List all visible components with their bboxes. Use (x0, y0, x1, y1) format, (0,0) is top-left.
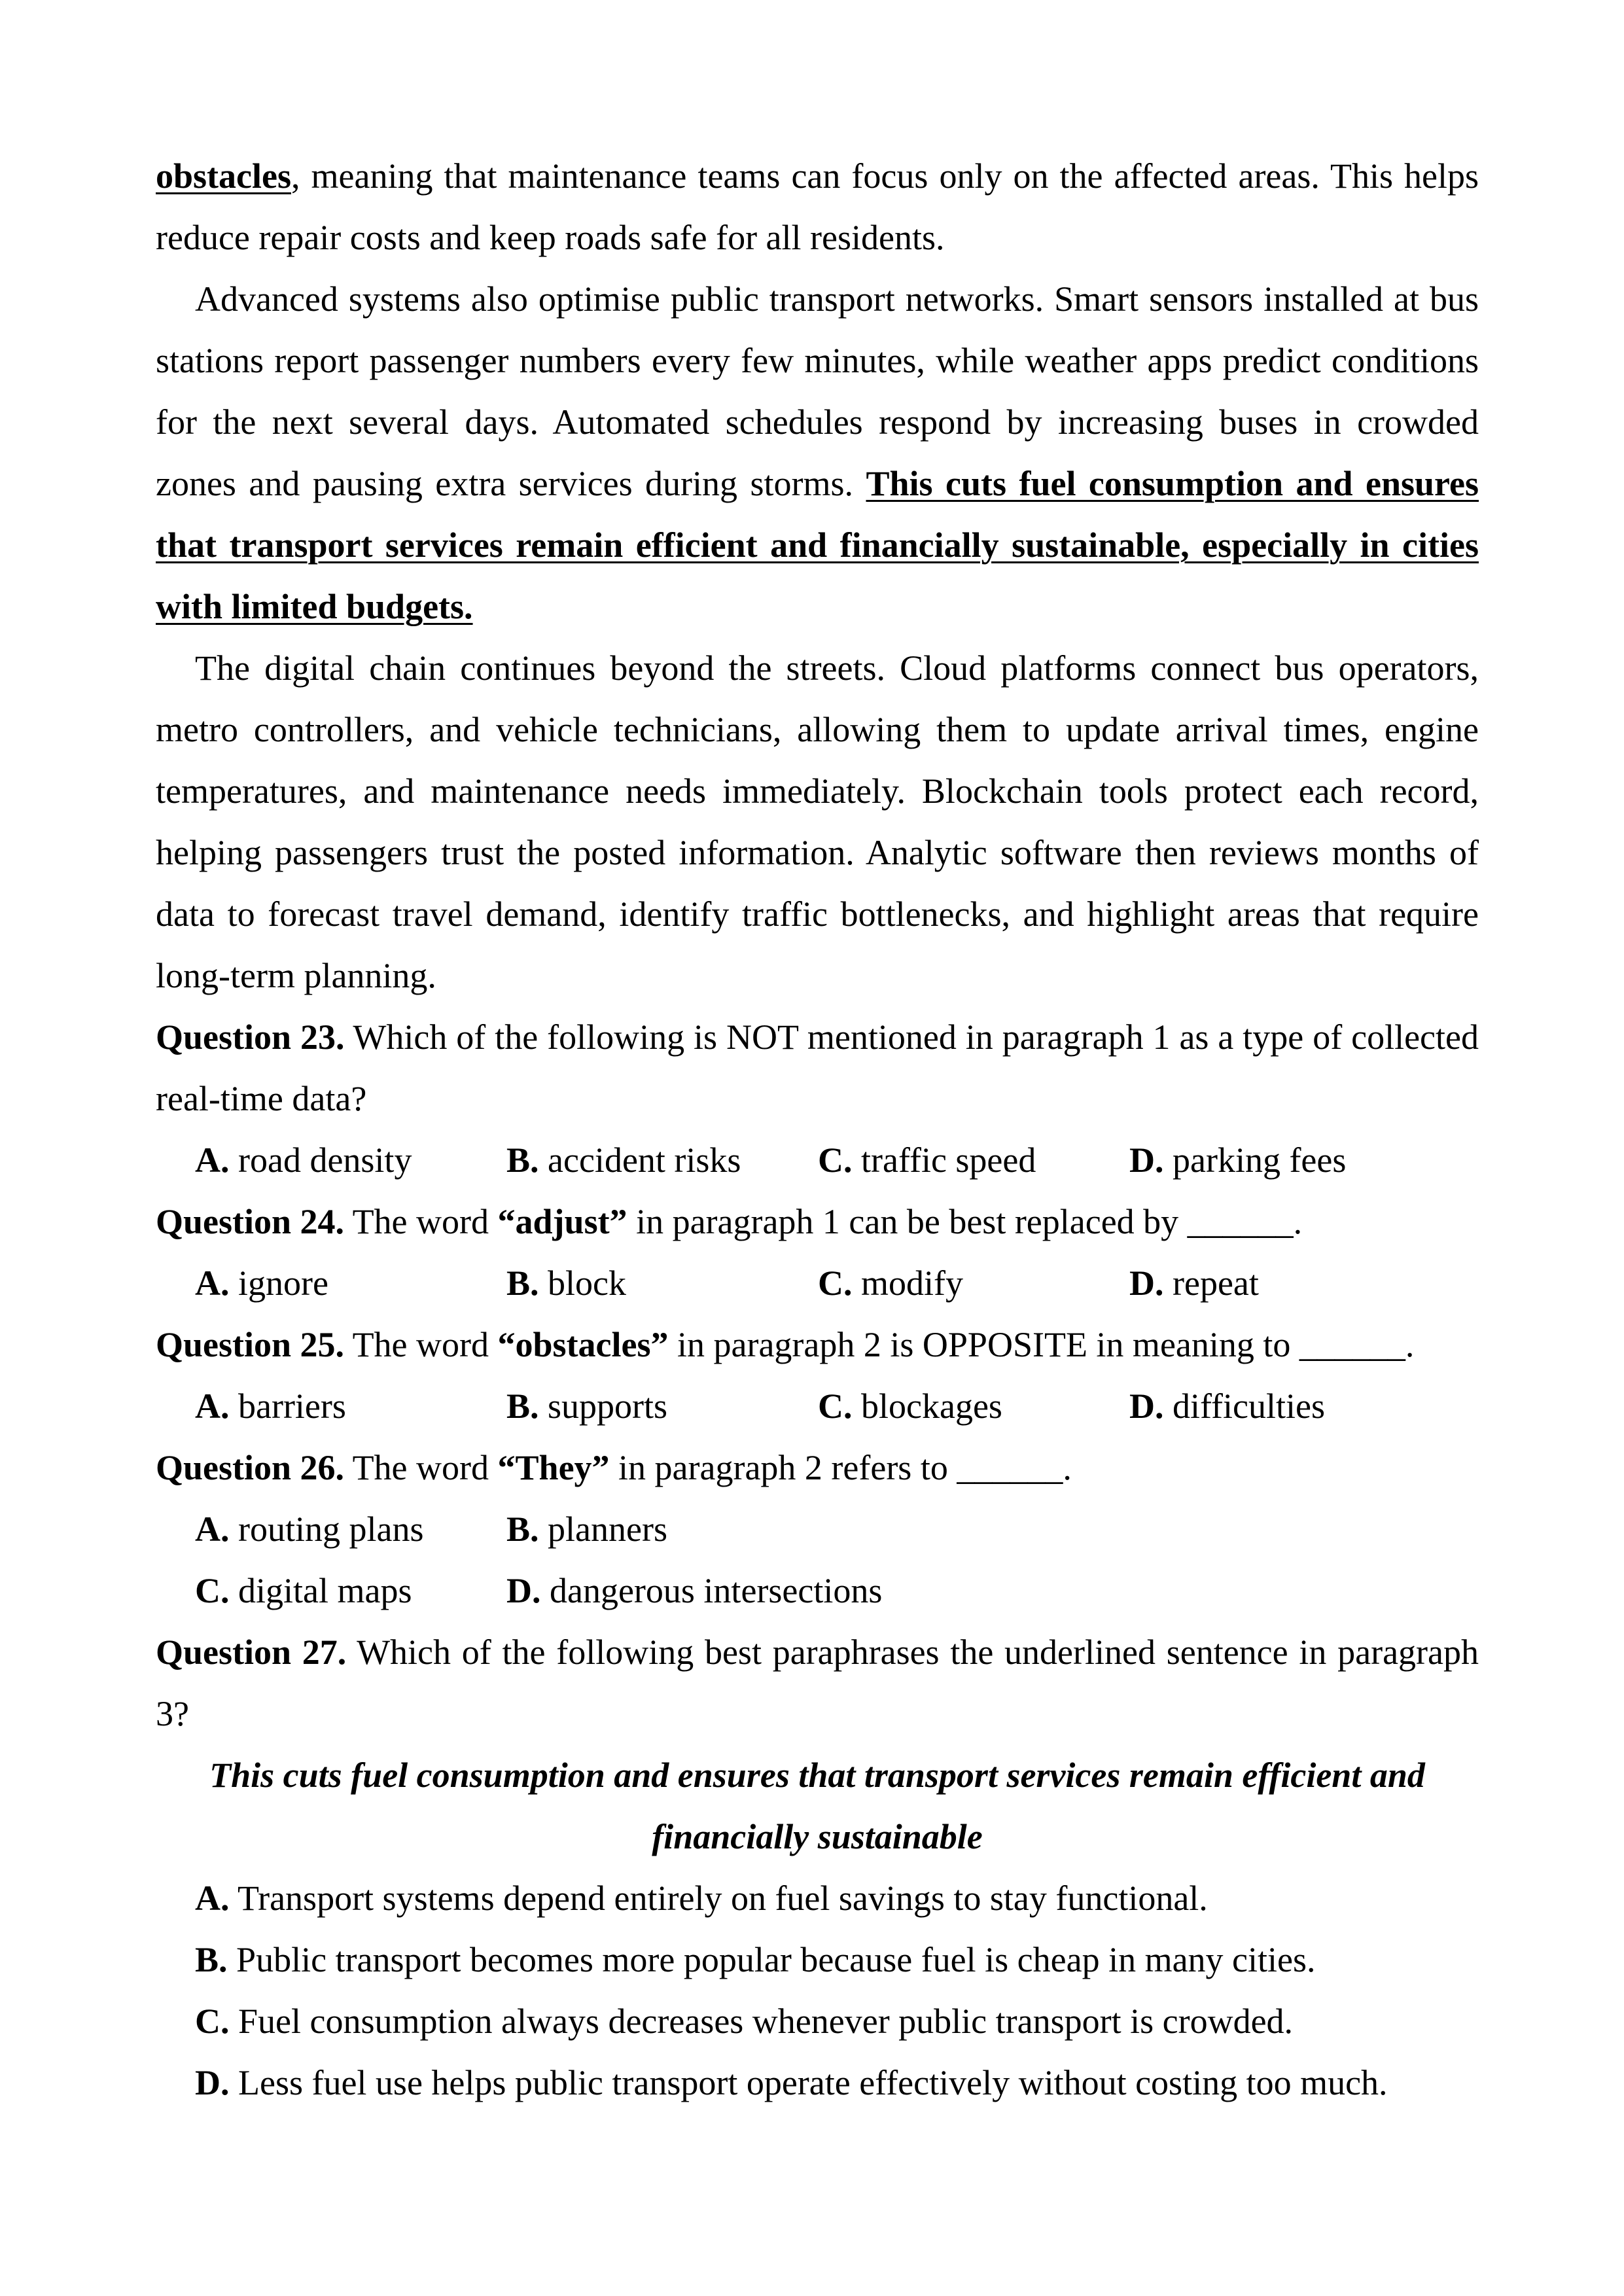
option-text: accident risks (538, 1140, 741, 1180)
option-letter: C. (195, 2002, 230, 2041)
paragraph-text: Advanced systems also optimise public transport networks. Smart sensors installed at bus stations report passenger numbers every few minutes, while weather apps predict conditions for the next several days. Automated schedules respond by increasing buses in crowded zones and pausing extra services during storms. (156, 279, 1479, 503)
option-letter: C. (818, 1386, 853, 1426)
question-text: The word (344, 1448, 498, 1487)
option-d[interactable] (1129, 1375, 1441, 1437)
question-text: in paragraph 1 can be best replaced by ______. (627, 1202, 1303, 1241)
question-label: Question 27. (156, 1633, 347, 1672)
question-text: Which of the following best paraphrases the underlined sentence in paragraph 3? (156, 1633, 1479, 1733)
question-text: The word (344, 1325, 498, 1364)
option-text: blockages (852, 1386, 1002, 1426)
option-letter: C. (195, 1571, 230, 1610)
page-content (156, 145, 1479, 2113)
question-keyword: “They” (497, 1448, 610, 1487)
question-text: in paragraph 2 is OPPOSITE in meaning to ______. (668, 1325, 1415, 1364)
passage-paragraph-2-tail (156, 145, 1479, 268)
option-text: block (538, 1263, 627, 1303)
option-b[interactable] (506, 1252, 818, 1314)
option-letter: B. (506, 1140, 539, 1180)
underlined-word-obstacles: obstacles (156, 156, 291, 196)
option-text: repeat (1163, 1263, 1259, 1303)
question-24 (156, 1191, 1479, 1252)
passage-paragraph-4: The digital chain continues beyond the streets. Cloud platforms connect bus operators, metro controllers, and vehicle technicians, allowing them to update arrival times, engine temperatures, and maintenance needs immediately. Blockchain tools protect each record, helping passengers trust the posted information. Analytic software then reviews months of data to forecast travel demand, identify traffic bottlenecks, and highlight areas that require long-term planning. (156, 648, 1479, 995)
option-c[interactable] (818, 1129, 1129, 1191)
option-letter: D. (195, 2063, 230, 2102)
option-text: modify (852, 1263, 963, 1303)
question-27 (156, 1621, 1479, 1744)
option-d[interactable] (156, 2052, 1479, 2113)
option-text: planners (538, 1510, 667, 1549)
question-keyword: “adjust” (497, 1202, 627, 1241)
option-letter: D. (1129, 1140, 1164, 1180)
option-a[interactable] (195, 1129, 506, 1191)
question-23-options (156, 1129, 1479, 1191)
option-b[interactable] (506, 1498, 818, 1560)
option-letter: D. (1129, 1263, 1164, 1303)
question-26-options-row-1 (156, 1498, 1479, 1560)
question-text: in paragraph 2 refers to ______. (609, 1448, 1072, 1487)
question-23 (156, 1006, 1479, 1129)
option-letter: B. (506, 1510, 539, 1549)
question-label: Question 24. (156, 1202, 345, 1241)
option-b[interactable] (506, 1375, 818, 1437)
option-a[interactable] (195, 1498, 506, 1560)
option-letter: C. (818, 1140, 853, 1180)
question-label: Question 26. (156, 1448, 345, 1487)
option-text: ignore (229, 1263, 328, 1303)
option-letter: B. (506, 1386, 539, 1426)
option-text: dangerous intersections (540, 1571, 883, 1610)
option-a[interactable] (156, 1867, 1479, 1929)
question-text: The word (344, 1202, 498, 1241)
option-letter: A. (195, 1140, 230, 1180)
option-text: road density (229, 1140, 412, 1180)
underlined-sentence: This cuts fuel consumption and ensures that transport services remain efficient and financially sustainable, especially in cities with limited budgets. (156, 464, 1479, 626)
paragraph-text: , meaning that maintenance teams can focus only on the affected areas. This helps reduce repair costs and keep roads safe for all residents. (156, 156, 1479, 257)
question-24-options (156, 1252, 1479, 1314)
option-d[interactable] (1129, 1129, 1441, 1191)
option-letter: D. (1129, 1386, 1164, 1426)
option-letter: A. (195, 1510, 230, 1549)
option-a[interactable] (195, 1252, 506, 1314)
question-label: Question 25. (156, 1325, 345, 1364)
passage-paragraph-3 (156, 268, 1479, 637)
question-25-options (156, 1375, 1479, 1437)
option-text: difficulties (1163, 1386, 1325, 1426)
question-keyword: “obstacles” (497, 1325, 669, 1364)
option-text: barriers (229, 1386, 346, 1426)
option-d[interactable] (1129, 1252, 1441, 1314)
option-text: Transport systems depend entirely on fuel savings to stay functional. (229, 1879, 1208, 1918)
option-c[interactable] (818, 1375, 1129, 1437)
option-c[interactable] (195, 1560, 506, 1621)
option-text: supports (538, 1386, 668, 1426)
option-b[interactable] (506, 1129, 818, 1191)
question-26 (156, 1437, 1479, 1498)
option-text: Fuel consumption always decreases whenever public transport is crowded. (229, 2002, 1294, 2041)
option-letter: D. (506, 1571, 541, 1610)
option-text: traffic speed (852, 1140, 1036, 1180)
option-text: parking fees (1163, 1140, 1347, 1180)
question-label: Question 23. (156, 1017, 345, 1057)
option-letter: B. (506, 1263, 539, 1303)
option-text: Less fuel use helps public transport operate effectively without costing too much. (229, 2063, 1388, 2102)
option-c[interactable] (818, 1252, 1129, 1314)
option-letter: A. (195, 1386, 230, 1426)
question-26-options-row-2 (156, 1560, 1479, 1621)
option-c[interactable] (156, 1990, 1479, 2052)
option-b[interactable] (156, 1929, 1479, 1990)
option-d[interactable] (506, 1560, 883, 1621)
option-text: Public transport becomes more popular because fuel is cheap in many cities. (227, 1940, 1316, 1979)
option-letter: A. (195, 1263, 230, 1303)
option-text: routing plans (229, 1510, 424, 1549)
question-25 (156, 1314, 1479, 1375)
quoted-sentence: This cuts fuel consumption and ensures that transport services remain efficient and financially sustainable (209, 1756, 1425, 1856)
option-letter: A. (195, 1879, 230, 1918)
option-a[interactable] (195, 1375, 506, 1437)
option-letter: B. (195, 1940, 228, 1979)
option-letter: C. (818, 1263, 853, 1303)
option-text: digital maps (229, 1571, 412, 1610)
question-text: Which of the following is NOT mentioned in paragraph 1 as a type of collected real-time data? (156, 1017, 1479, 1118)
